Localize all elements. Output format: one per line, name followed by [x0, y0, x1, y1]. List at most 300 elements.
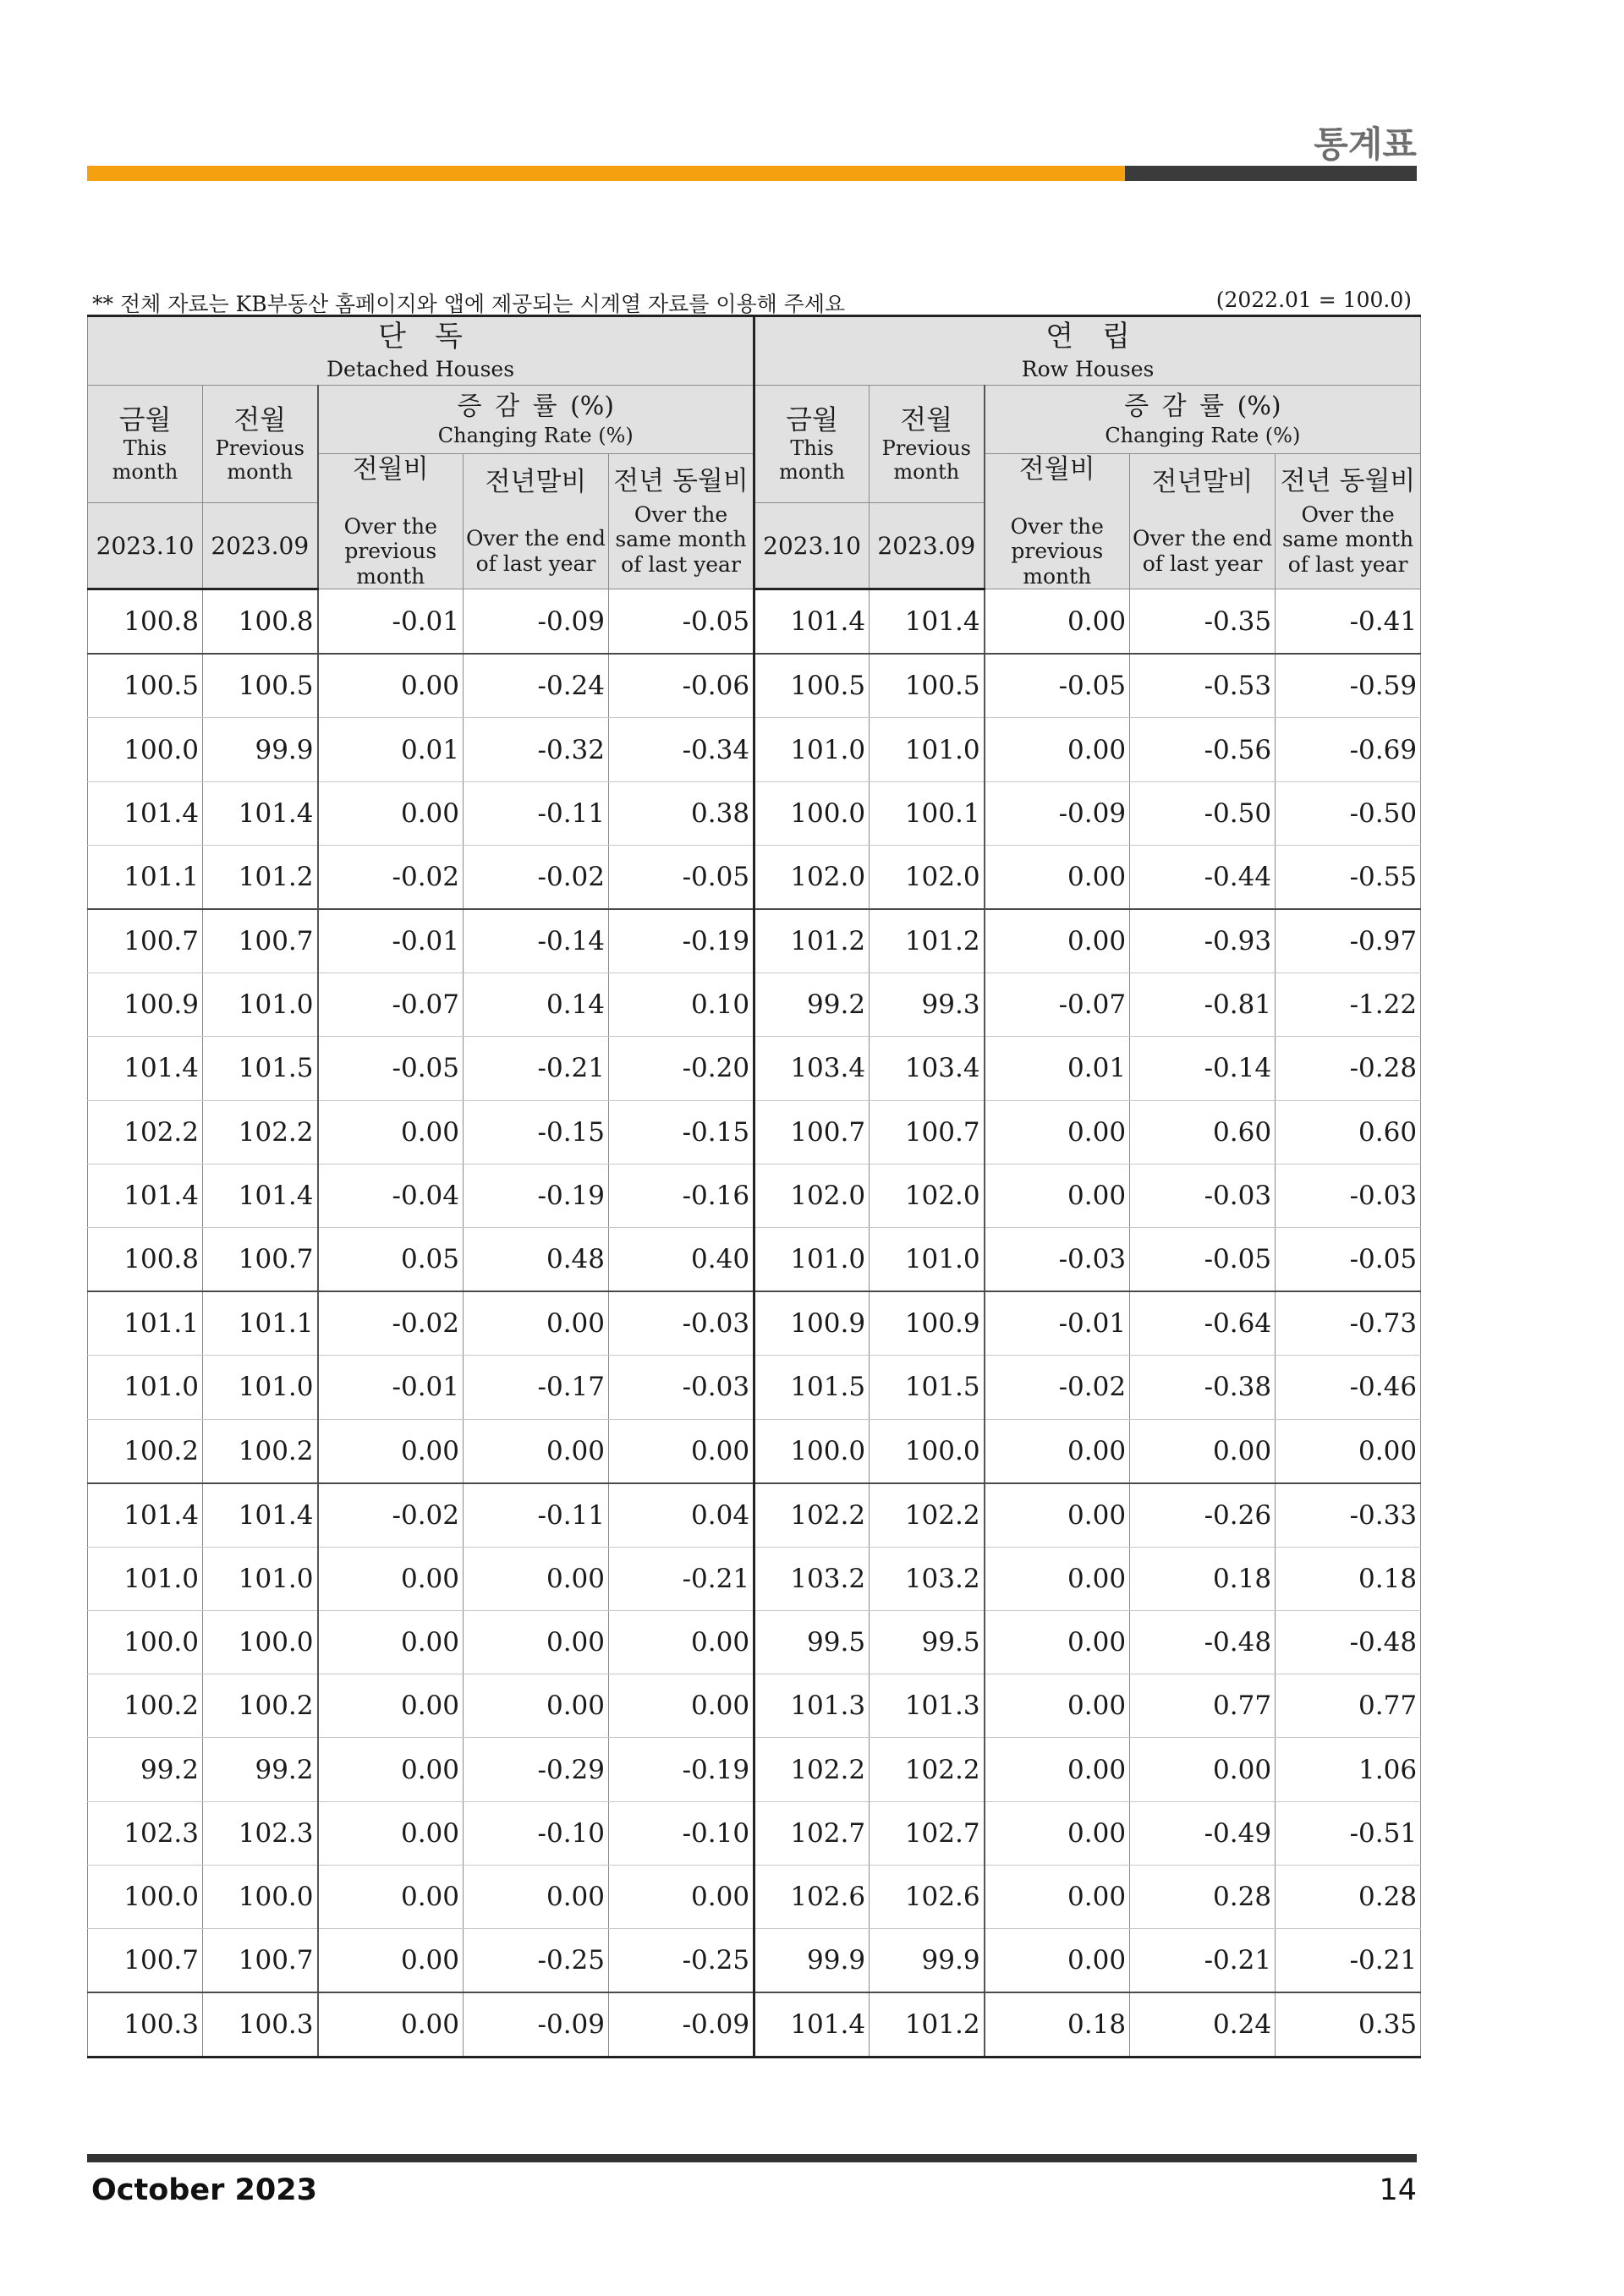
table-cell: 100.9: [754, 1291, 870, 1356]
table-cell: 101.4: [88, 1164, 203, 1227]
table-cell: 102.0: [870, 1164, 985, 1227]
table-cell: -0.24: [464, 654, 609, 718]
table-cell: 0.00: [464, 1611, 609, 1674]
col-header-over-prev-month: [985, 454, 1130, 589]
col-label-en: Over the previous month: [1010, 513, 1104, 589]
data-source-note: ** 전체 자료는 KB부동산 홈페이지와 앱에 제공되는 시계열 자료를 이용해 주세요: [92, 292, 846, 316]
table-cell: 1.06: [1276, 1738, 1421, 1801]
table-cell: 101.4: [203, 781, 318, 845]
table-cell: 102.2: [754, 1738, 870, 1801]
table-cell: -0.02: [464, 845, 609, 909]
table-cell: 102.2: [203, 1100, 318, 1164]
table-cell: 100.2: [203, 1419, 318, 1483]
table-cell: 99.2: [88, 1738, 203, 1801]
table-cell: 101.4: [870, 589, 985, 655]
col-label-ko: 전월비: [1018, 454, 1095, 485]
table-cell: 0.60: [1130, 1100, 1276, 1164]
table-cell: -0.14: [464, 909, 609, 973]
page-header-title: 통계표: [1314, 123, 1417, 165]
table-cell: 103.4: [754, 1037, 870, 1100]
table-cell: 0.28: [1276, 1865, 1421, 1928]
table-body: [88, 589, 1421, 2058]
col-header-over-same-month: [609, 454, 754, 589]
table-cell: 0.00: [318, 781, 464, 845]
table-row: [88, 1547, 1421, 1610]
table-cell: 101.2: [203, 845, 318, 909]
table-cell: 100.7: [88, 1929, 203, 1993]
table-cell: 100.7: [203, 1227, 318, 1291]
table-cell: -0.09: [464, 1992, 609, 2058]
table-cell: 0.01: [318, 718, 464, 781]
table-cell: -0.59: [1276, 654, 1421, 718]
table-cell: 101.4: [203, 1164, 318, 1227]
table-cell: 0.18: [1276, 1547, 1421, 1610]
table-cell: -0.32: [464, 718, 609, 781]
col-header-over-same-month: [1276, 454, 1421, 589]
footer-rule: [87, 2154, 1417, 2162]
table-cell: -0.09: [464, 589, 609, 655]
table-cell: 0.00: [609, 1611, 754, 1674]
table-cell: 0.00: [318, 1865, 464, 1928]
table-cell: 101.1: [203, 1291, 318, 1356]
table-cell: -0.19: [609, 909, 754, 973]
col-date-prev-month: 2023.09: [203, 503, 318, 589]
table-cell: -0.81: [1130, 973, 1276, 1037]
col-label-ko: 금월: [118, 403, 172, 436]
table-row: [88, 845, 1421, 909]
table-cell: -0.05: [985, 654, 1130, 718]
table-cell: 100.7: [203, 1929, 318, 1993]
table-cell: 0.00: [985, 1164, 1130, 1227]
col-date-this-month: 2023.10: [88, 503, 203, 589]
table-cell: -0.09: [609, 1992, 754, 2058]
table-cell: 103.2: [870, 1547, 985, 1610]
table-cell: 101.5: [754, 1356, 870, 1419]
table-cell: 99.5: [870, 1611, 985, 1674]
table-cell: 101.5: [870, 1356, 985, 1419]
table-cell: 100.7: [88, 909, 203, 973]
table-cell: 100.0: [203, 1865, 318, 1928]
table-cell: 0.18: [985, 1992, 1130, 2058]
table-cell: -0.11: [464, 1483, 609, 1548]
section-header-detached: [88, 316, 754, 386]
table-row: [88, 1037, 1421, 1100]
table-cell: 100.0: [203, 1611, 318, 1674]
col-label-ko: 전년말비: [1151, 466, 1254, 497]
table-cell: -0.15: [609, 1100, 754, 1164]
col-label-ko: 전년 동월비: [613, 466, 749, 496]
table-cell: 0.77: [1130, 1674, 1276, 1738]
table-cell: 101.2: [870, 909, 985, 973]
table-cell: 100.5: [88, 654, 203, 718]
table-cell: -0.25: [464, 1929, 609, 1993]
table-cell: -0.07: [318, 973, 464, 1037]
table-cell: 101.0: [870, 718, 985, 781]
table-cell: 100.9: [88, 973, 203, 1037]
table-cell: -0.48: [1130, 1611, 1276, 1674]
table-cell: 0.01: [985, 1037, 1130, 1100]
table-row: [88, 1164, 1421, 1227]
col-label-en: Over the end of last year: [465, 526, 606, 576]
table-cell: -0.56: [1130, 718, 1276, 781]
table-cell: 100.0: [754, 781, 870, 845]
table-cell: -0.55: [1276, 845, 1421, 909]
col-label-ko: 전월: [233, 403, 287, 436]
section-title-en: Row Houses: [1021, 357, 1155, 382]
table-cell: 101.3: [754, 1674, 870, 1738]
table-row: [88, 1801, 1421, 1865]
table-cell: -0.41: [1276, 589, 1421, 655]
table-cell: 0.35: [1276, 1992, 1421, 2058]
table-cell: -0.26: [1130, 1483, 1276, 1548]
table-cell: -0.97: [1276, 909, 1421, 973]
index-base-note: (2022.01 = 100.0): [1215, 288, 1412, 312]
table-note-row: [87, 288, 1417, 315]
table-cell: 0.00: [609, 1865, 754, 1928]
table-cell: 101.4: [754, 1992, 870, 2058]
col-header-over-end-last-year: [1130, 454, 1276, 589]
col-group-label-en: Changing Rate (%): [1105, 423, 1301, 447]
table-cell: -0.01: [318, 589, 464, 655]
table-cell: -0.28: [1276, 1037, 1421, 1100]
table-cell: 0.00: [985, 1865, 1130, 1928]
table-cell: 0.00: [985, 1100, 1130, 1164]
table-cell: 0.00: [1276, 1419, 1421, 1483]
table-cell: 0.00: [464, 1674, 609, 1738]
table-row: [88, 973, 1421, 1037]
table-cell: 101.4: [88, 1037, 203, 1100]
header-rule-dark: [1125, 166, 1417, 181]
table-row: [88, 1611, 1421, 1674]
table-row: [88, 718, 1421, 781]
table-cell: 0.00: [985, 1801, 1130, 1865]
col-header-over-end-last-year: [464, 454, 609, 589]
table-cell: 100.2: [88, 1419, 203, 1483]
table-row: [88, 1738, 1421, 1801]
table-cell: 102.3: [88, 1801, 203, 1865]
table-cell: 102.3: [203, 1801, 318, 1865]
table-cell: 101.4: [88, 781, 203, 845]
table-cell: -0.03: [1130, 1164, 1276, 1227]
col-label-en: Previous month: [881, 436, 971, 484]
table-cell: 102.6: [870, 1865, 985, 1928]
section-title-ko: 연립: [1045, 320, 1159, 354]
table-cell: 0.00: [318, 1674, 464, 1738]
table-cell: -0.50: [1276, 781, 1421, 845]
table-cell: -0.06: [609, 654, 754, 718]
col-label-en: Over the same month of last year: [615, 501, 747, 577]
table-cell: 101.4: [88, 1483, 203, 1548]
table-cell: -0.16: [609, 1164, 754, 1227]
section-header-row-houses: [754, 316, 1421, 386]
table-cell: 0.00: [464, 1865, 609, 1928]
table-row: [88, 1483, 1421, 1548]
table-cell: 100.7: [203, 909, 318, 973]
table-cell: -0.03: [609, 1356, 754, 1419]
table-cell: 0.40: [609, 1227, 754, 1291]
table-cell: 101.1: [88, 1291, 203, 1356]
table-cell: -0.21: [1276, 1929, 1421, 1993]
col-group-label-en: Changing Rate (%): [437, 423, 634, 447]
table-cell: 0.00: [985, 1483, 1130, 1548]
table-cell: -0.25: [609, 1929, 754, 1993]
table-row: [88, 1865, 1421, 1928]
statistics-table-wrap: [87, 315, 1417, 2058]
table-cell: -0.05: [318, 1037, 464, 1100]
table-cell: 99.2: [203, 1738, 318, 1801]
col-group-changing-rate: [985, 386, 1421, 454]
table-cell: 103.4: [870, 1037, 985, 1100]
table-cell: 0.00: [985, 1738, 1130, 1801]
table-cell: -0.19: [609, 1738, 754, 1801]
table-cell: 101.0: [203, 1356, 318, 1419]
col-label-ko: 금월: [786, 403, 838, 436]
table-cell: 0.00: [985, 1674, 1130, 1738]
table-cell: 0.00: [464, 1547, 609, 1610]
table-cell: -0.19: [464, 1164, 609, 1227]
table-cell: 0.00: [985, 1929, 1130, 1993]
table-cell: 101.0: [754, 1227, 870, 1291]
table-cell: 0.10: [609, 973, 754, 1037]
table-cell: 101.0: [870, 1227, 985, 1291]
table-cell: 0.00: [985, 1611, 1130, 1674]
col-label-ko: 전년말비: [485, 466, 587, 497]
table-cell: 99.2: [754, 973, 870, 1037]
table-cell: 0.14: [464, 973, 609, 1037]
table-cell: 0.00: [318, 1419, 464, 1483]
table-cell: -0.03: [985, 1227, 1130, 1291]
table-cell: 0.00: [985, 845, 1130, 909]
table-cell: -0.20: [609, 1037, 754, 1100]
col-group-label-ko: 증 감 률 (%): [457, 392, 615, 422]
table-cell: -0.02: [318, 1483, 464, 1548]
table-cell: -0.64: [1130, 1291, 1276, 1356]
table-cell: 0.60: [1276, 1100, 1421, 1164]
table-cell: -0.21: [1130, 1929, 1276, 1993]
table-row: [88, 1100, 1421, 1164]
table-cell: -0.21: [609, 1547, 754, 1610]
table-cell: 100.0: [88, 1865, 203, 1928]
table-cell: -0.03: [1276, 1164, 1421, 1227]
table-cell: 100.3: [203, 1992, 318, 2058]
table-cell: 101.4: [203, 1483, 318, 1548]
table-cell: 102.7: [754, 1801, 870, 1865]
table-row: [88, 1291, 1421, 1356]
table-cell: 100.8: [203, 589, 318, 655]
table-cell: 102.2: [870, 1738, 985, 1801]
table-cell: 0.77: [1276, 1674, 1421, 1738]
col-header-this-month: [754, 386, 870, 503]
table-cell: 99.9: [754, 1929, 870, 1993]
table-cell: -0.02: [985, 1356, 1130, 1419]
table-cell: 0.00: [318, 1100, 464, 1164]
table-cell: 100.5: [203, 654, 318, 718]
table-cell: -0.44: [1130, 845, 1276, 909]
table-cell: 0.04: [609, 1483, 754, 1548]
table-cell: 99.9: [870, 1929, 985, 1993]
header-rule-orange: [87, 166, 1125, 181]
table-cell: 100.7: [870, 1100, 985, 1164]
table-cell: 101.3: [870, 1674, 985, 1738]
table-cell: 0.28: [1130, 1865, 1276, 1928]
table-cell: 100.0: [88, 1611, 203, 1674]
table-cell: -0.53: [1130, 654, 1276, 718]
table-cell: 102.2: [88, 1100, 203, 1164]
table-cell: 0.00: [318, 654, 464, 718]
table-cell: 0.00: [985, 718, 1130, 781]
table-cell: 100.0: [870, 1419, 985, 1483]
table-cell: 0.00: [609, 1419, 754, 1483]
table-cell: 100.8: [88, 1227, 203, 1291]
table-cell: -0.05: [1276, 1227, 1421, 1291]
table-cell: -0.01: [985, 1291, 1130, 1356]
table-cell: 0.00: [464, 1419, 609, 1483]
table-cell: 99.3: [870, 973, 985, 1037]
table-cell: 0.00: [1130, 1738, 1276, 1801]
col-label-en: Over the same month of last year: [1281, 501, 1414, 577]
table-cell: 0.00: [985, 1419, 1130, 1483]
col-label-ko: 전월: [900, 403, 953, 436]
table-cell: -0.73: [1276, 1291, 1421, 1356]
table-cell: 101.2: [870, 1992, 985, 2058]
col-label-ko: 전월비: [352, 454, 429, 485]
table-cell: -0.48: [1276, 1611, 1421, 1674]
table-cell: -0.21: [464, 1037, 609, 1100]
table-cell: -0.02: [318, 845, 464, 909]
col-label-ko: 전년 동월비: [1280, 466, 1416, 496]
table-cell: -0.05: [1130, 1227, 1276, 1291]
table-cell: -0.46: [1276, 1356, 1421, 1419]
table-cell: -0.05: [609, 589, 754, 655]
table-cell: -0.10: [464, 1801, 609, 1865]
table-cell: 99.5: [754, 1611, 870, 1674]
table-cell: 0.00: [318, 1801, 464, 1865]
col-group-changing-rate: [318, 386, 754, 454]
table-cell: -0.34: [609, 718, 754, 781]
table-cell: -0.50: [1130, 781, 1276, 845]
table-cell: 0.48: [464, 1227, 609, 1291]
section-title-en: Detached Houses: [326, 357, 515, 382]
table-cell: -0.09: [985, 781, 1130, 845]
table-cell: 0.00: [318, 1547, 464, 1610]
table-cell: -0.69: [1276, 718, 1421, 781]
col-label-en: Previous month: [215, 436, 304, 484]
table-row: [88, 781, 1421, 845]
table-cell: 100.1: [870, 781, 985, 845]
table-cell: -0.04: [318, 1164, 464, 1227]
table-cell: 101.0: [203, 1547, 318, 1610]
table-cell: -0.01: [318, 1356, 464, 1419]
col-label-en: Over the end of last year: [1133, 526, 1273, 576]
table-cell: -0.15: [464, 1100, 609, 1164]
table-cell: 101.5: [203, 1037, 318, 1100]
table-cell: 100.2: [203, 1674, 318, 1738]
table-cell: -0.49: [1130, 1801, 1276, 1865]
table-cell: 101.2: [754, 909, 870, 973]
table-cell: 102.2: [754, 1483, 870, 1548]
table-cell: 0.00: [609, 1674, 754, 1738]
col-header-this-month: [88, 386, 203, 503]
page-number: 14: [1379, 2173, 1417, 2207]
table-cell: 100.0: [754, 1419, 870, 1483]
table-cell: 0.00: [1130, 1419, 1276, 1483]
table-cell: 100.3: [88, 1992, 203, 2058]
col-header-prev-month: [203, 386, 318, 503]
table-cell: 101.0: [88, 1356, 203, 1419]
table-row: [88, 1356, 1421, 1419]
table-cell: -0.14: [1130, 1037, 1276, 1100]
table-cell: 102.6: [754, 1865, 870, 1928]
table-cell: 101.0: [203, 973, 318, 1037]
table-cell: 0.00: [985, 1547, 1130, 1610]
table-cell: 102.2: [870, 1483, 985, 1548]
col-header-over-prev-month: [318, 454, 464, 589]
table-cell: 102.0: [870, 845, 985, 909]
table-cell: 100.5: [754, 654, 870, 718]
table-cell: 0.00: [318, 1611, 464, 1674]
table-cell: 101.4: [754, 589, 870, 655]
table-cell: 100.8: [88, 589, 203, 655]
table-cell: -0.38: [1130, 1356, 1276, 1419]
col-label-en: Over the previous month: [343, 513, 437, 589]
table-cell: 101.0: [88, 1547, 203, 1610]
table-cell: -0.02: [318, 1291, 464, 1356]
footer-date: October 2023: [91, 2173, 317, 2207]
table-cell: 101.0: [754, 718, 870, 781]
table-cell: -0.29: [464, 1738, 609, 1801]
table-row: [88, 654, 1421, 718]
table-row: [88, 589, 1421, 655]
table-cell: -0.07: [985, 973, 1130, 1037]
table-cell: -0.35: [1130, 589, 1276, 655]
col-label-en: This month: [112, 436, 178, 484]
table-cell: 0.00: [318, 1992, 464, 2058]
table-row: [88, 1674, 1421, 1738]
table-cell: -0.33: [1276, 1483, 1421, 1548]
table-cell: 100.7: [754, 1100, 870, 1164]
table-row: [88, 1992, 1421, 2058]
col-header-prev-month: [870, 386, 985, 503]
table-cell: 0.00: [985, 589, 1130, 655]
table-cell: -0.11: [464, 781, 609, 845]
col-date-this-month: 2023.10: [754, 503, 870, 589]
table-cell: 0.00: [318, 1929, 464, 1993]
table-cell: 0.00: [318, 1738, 464, 1801]
table-cell: 0.18: [1130, 1547, 1276, 1610]
table-cell: 0.00: [464, 1291, 609, 1356]
housing-price-index-table: [87, 315, 1421, 2058]
table-cell: 100.5: [870, 654, 985, 718]
table-cell: 0.38: [609, 781, 754, 845]
table-cell: 99.9: [203, 718, 318, 781]
table-cell: 102.7: [870, 1801, 985, 1865]
table-row: [88, 1929, 1421, 1993]
table-cell: -0.93: [1130, 909, 1276, 973]
table-cell: 0.05: [318, 1227, 464, 1291]
table-cell: 100.2: [88, 1674, 203, 1738]
table-row: [88, 1227, 1421, 1291]
col-group-label-ko: 증 감 률 (%): [1124, 392, 1281, 422]
section-title-ko: 단독: [378, 320, 491, 354]
table-row: [88, 909, 1421, 973]
table-cell: -0.03: [609, 1291, 754, 1356]
table-cell: -1.22: [1276, 973, 1421, 1037]
table-cell: -0.17: [464, 1356, 609, 1419]
col-label-en: This month: [779, 436, 845, 484]
table-cell: 0.24: [1130, 1992, 1276, 2058]
col-date-prev-month: 2023.09: [870, 503, 985, 589]
table-cell: -0.51: [1276, 1801, 1421, 1865]
